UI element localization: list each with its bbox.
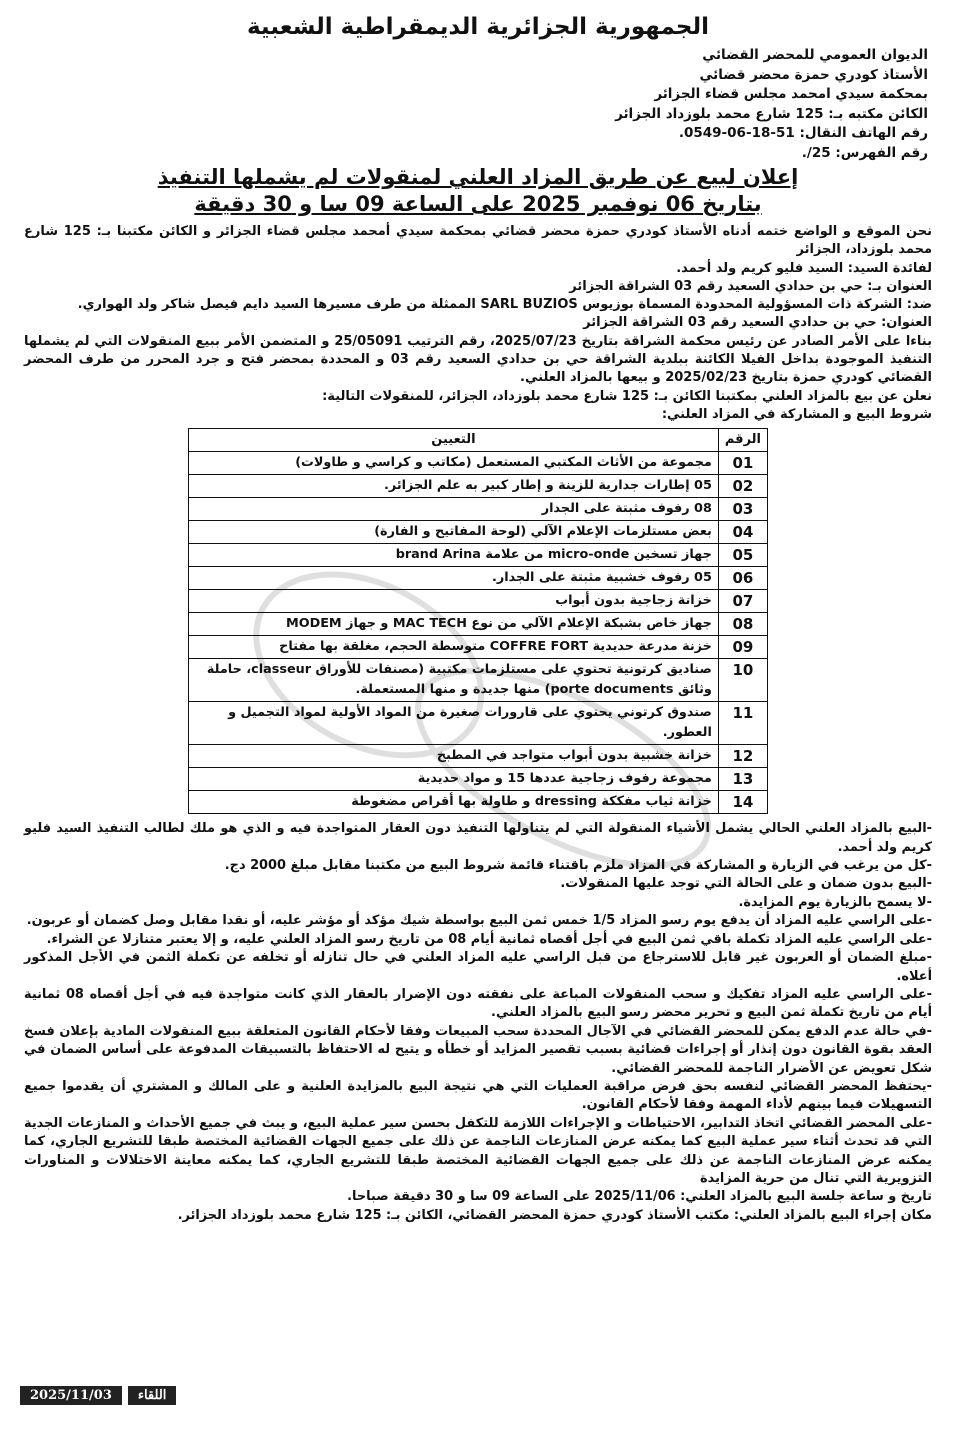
condition-item: -على الراسي عليه المزاد أن يدفع يوم رسو المزاد 1/5 خمس ثمن البيع بواسطة شيك مؤكد أو مؤشر عليه، أو نقدا مقابل وصل كضمان أو عربون.: [26, 913, 932, 929]
item-number: 04: [718, 521, 767, 544]
condition-item: -يحتفظ المحضر القضائي لنفسه بحق فرض مراقبة العمليات التي هي نتيجة البيع بالمزايدة العلنية و على المالك و المشتري أن يقدموا جميع التسهيلات فيما بينهم لأداء المهمة وفقا لأحكام القانون.: [24, 1078, 932, 1113]
item-description: مجموعة رفوف زجاجية عددها 15 و مواد حديدية: [189, 768, 719, 791]
item-number: 10: [718, 659, 767, 702]
table-row: [189, 791, 768, 814]
item-description: خزانة خشبية بدون أبواب متواجد في المطبخ: [189, 745, 719, 768]
announcement-date: بتاريخ 06 نوفمبر 2025 على الساعة 09 سا و 30 دقيقة: [194, 192, 762, 216]
table-row: [189, 452, 768, 475]
condition-item: -على المحضر القضائي اتخاذ التدابير، الاحتياطات و الإجراءات اللازمة للتكفل بحسن سير عملية البيع، و يبث في جميع الأحداث و المنازعات الجدية التي قد تحدث أثناء سير عملية البيع كما يمكنه عرض المنازعات الناجمة عن ذلك على جميع الجهات القضائية المختصة طبقا للتشريع الجاري، كما يمكنه عرض المنازعات الناجمة عن ذلك على جميع الجهات القضائية المختصة طبقا للتشريع الجاري، كما يمكنه معاينة الاختلالات و المناورات التزويرية التي تنال من حرية المزايدة: [24, 1115, 932, 1186]
condition-item: -كل من يرغب في الزيارة و المشاركة في المزاد ملزم باقتناء قائمة شروط البيع من مكتبنا مقابل مبلغ 2000 دج.: [224, 858, 932, 874]
table-row: [189, 613, 768, 636]
issuer-line: الكائن مكتبه بـ: 125 شارع محمد بلوزداد الجزائر: [615, 105, 928, 122]
intro-paragraph: شروط البيع و المشاركة في المزاد العلني:: [661, 406, 932, 422]
issuer-line: الديوان العمومي للمحضر القضائي: [702, 47, 928, 63]
items-table: [188, 428, 768, 814]
table-row: [189, 567, 768, 590]
table-row: [189, 636, 768, 659]
intro-paragraph: العنوان: حي بن حدادي السعيد رقم 03 الشراقة الجزائر: [583, 315, 932, 331]
condition-item: -على الراسي عليه المزاد تكملة باقي ثمن البيع في أجل أقصاه ثمانية أيام 08 من تاريخ رسو المزاد العلني عليه، و إلا يعتبر متنازلا عن الشراء.: [46, 931, 932, 947]
condition-item: -البيع بالمزاد العلني الحالي يشمل الأشياء المنقولة التي لم يتناولها التنفيذ دون العقار المتواجدة فيه و الذي هو ملك لطالب التنفيذ السيد فليو كريم ولد أحمد.: [24, 821, 932, 855]
table-row: [189, 475, 768, 498]
announcement-heading: إعلان لبيع عن طريق المزاد العلني لمنقولات لم يشملها التنفيذ: [157, 165, 799, 189]
item-number: 09: [718, 636, 767, 659]
intro-paragraph: نحن الموقع و الواضع ختمه أدناه الأستاذ كودري حمزة محضر قضائي بمحكمة سيدي أمحمد مجلس قضاء الجزائر و الكائن مكتبنا بـ: 125 شارع محمد بلوزداد، الجزائر: [24, 224, 932, 258]
item-number: 07: [718, 590, 767, 613]
table-row: [189, 702, 768, 745]
items-table-body: [189, 452, 768, 814]
item-number: 14: [718, 791, 767, 814]
condition-item: -مبلغ الضمان أو العربون غير قابل للاسترجاع من قبل الراسي عليه المزاد العلني في حال تنازله أو تخلفه عن تكملة الثمن في الأجل المذكور أعلاه.: [24, 950, 932, 984]
conditions-section: [24, 820, 932, 1225]
condition-item: -في حالة عدم الدفع يمكن للمحضر القضائي في الآجال المحددة سحب المبيعات وفقا لأحكام القانون المتعلقة ببيع المنقولات المادية بإعلان فسخ العقد بقوة القانون دون إنذار أو إجراءات قضائية بسبب تقصير المزايد أو خطأه و يتيح له الاحتفاظ بالتسبيقات المدفوعة على أساس الضمان في شكل تعويض عن الأضرار الناجمة للمحضر القضائي.: [24, 1023, 932, 1076]
item-number: 03: [718, 498, 767, 521]
item-description: صناديق كرتونية تحتوي على مستلزمات مكتبية (مصنفات للأوراق classeur، حاملة وثائق porte documents) منها جديدة و منها المستعملة.: [189, 659, 719, 702]
document-title: الجمهورية الجزائرية الديمقراطية الشعبية: [246, 14, 710, 40]
intro-paragraph: نعلن عن بيع بالمزاد العلني بمكتبنا الكائن بـ: 125 شارع محمد بلوزداد، الجزائر، للمنقولات التالية:: [322, 388, 932, 404]
item-number: 11: [718, 702, 767, 745]
item-description: 05 إطارات جدارية للزينة و إطار كبير به علم الجزائر.: [189, 475, 719, 498]
item-description: مجموعة من الأثاث المكتبي المستعمل (مكاتب و كراسي و طاولات): [189, 452, 719, 475]
condition-item: -لا يسمح بالزيارة يوم المزايدة.: [738, 894, 932, 910]
table-row: [189, 521, 768, 544]
item-description: خزانة زجاجية بدون أبواب: [189, 590, 719, 613]
item-description: جهاز خاص بشبكة الإعلام الآلي من نوع MAC TECH و جهاز MODEM: [189, 613, 719, 636]
item-number: 05: [718, 544, 767, 567]
issuer-line: رقم الهاتف النقال: 51-18-06-0549.: [678, 125, 928, 141]
item-number: 02: [718, 475, 767, 498]
intro-paragraph: لفائدة السيد: السيد فليو كريم ولد أحمد.: [676, 260, 932, 276]
item-number: 08: [718, 613, 767, 636]
issuer-block: [24, 46, 932, 163]
condition-item: -البيع بدون ضمان و على الحالة التي توجد عليها المنقولات.: [560, 876, 932, 892]
condition-item: مكان إجراء البيع بالمزاد العلني: مكتب الأستاذ كودري حمزة المحضر القضائي، الكائن بـ: 125 شارع محمد بلوزداد الجزائر.: [177, 1207, 932, 1223]
item-number: 01: [718, 452, 767, 475]
table-row: [189, 768, 768, 791]
condition-item: تاريخ و ساعة جلسة البيع بالمزاد العلني: 2025/11/06 على الساعة 09 سا و 30 دقيقة صباحا.: [347, 1189, 932, 1205]
newspaper-name: اللقاء: [128, 1386, 177, 1405]
item-description: صندوق كرتوني يحتوي على قارورات صغيرة من المواد الأولية لمواد التجميل و العطور.: [189, 702, 719, 745]
table-row: [189, 544, 768, 567]
item-description: خزنة مدرعة حديدية COFFRE FORT متوسطة الحجم، مغلقة بها مفتاح: [189, 636, 719, 659]
item-number: 13: [718, 768, 767, 791]
footer-bar: [20, 1386, 176, 1405]
issuer-line: رقم الفهرس: 25/.: [801, 144, 928, 161]
column-header-number: الرقم: [718, 429, 767, 452]
intro-section: [24, 223, 932, 424]
issuer-line: الأستاذ كودري حمزة محضر قضائي: [699, 66, 928, 83]
table-row: [189, 590, 768, 613]
intro-paragraph: بناءا على الأمر الصادر عن رئيس محكمة الشراقة بتاريخ 2025/07/23، رقم الترتيب 25/05091 و المتضمن الأمر ببيع المنقولات التي لم يشملها التنفيذ الموجودة بداخل الفيلا الكائنة ببلدية الشراقة حي بن حدادي السعيد رقم 03 و المحددة بمحضر فتح و جرد المحرر من طرف المحضر القضائي كودري حمزة بتاريخ 2025/02/23 و بيعها بالمزاد العلني.: [24, 333, 933, 386]
item-description: 08 رفوف مثبتة على الجدار: [189, 498, 719, 521]
table-row: [189, 498, 768, 521]
item-description: 05 رفوف خشبية مثبتة على الجدار.: [189, 567, 719, 590]
intro-paragraph: العنوان بـ: حي بن حدادي السعيد رقم 03 الشراقة الجزائر: [569, 278, 932, 294]
item-description: جهاز تسخين micro-onde من علامة brand Arina: [189, 544, 719, 567]
item-description: خزانة ثياب مفككة dressing و طاولة بها أقراص مضغوطة: [189, 791, 719, 814]
item-number: 06: [718, 567, 767, 590]
issuer-line: بمحكمة سيدي امحمد مجلس قضاء الجزائر: [654, 86, 928, 102]
publication-date: 2025/11/03: [20, 1386, 122, 1405]
column-header-description: التعيين: [189, 429, 719, 452]
table-row: [189, 659, 768, 702]
table-header-row: [189, 429, 768, 452]
item-number: 12: [718, 745, 767, 768]
item-description: بعض مستلزمات الإعلام الآلي (لوحة المفاتيح و الفارة): [189, 521, 719, 544]
table-row: [189, 745, 768, 768]
intro-paragraph: ضد: الشركة ذات المسؤولية المحدودة المسماة بوزيوس SARL BUZIOS الممثلة من طرف مسيرها السيد دايم فيصل شاكر ولد الهواري.: [77, 297, 932, 313]
condition-item: -على الراسي عليه المزاد تفكيك و سحب المنقولات المباعة على نفقته دون الإضرار بالعقار الذي كانت متواجدة فيه في أجل أقصاه 08 ثمانية أيام من تاريخ تكملة ثمن البيع و تحرير محضر رسو البيع بالمزاد العلني.: [24, 986, 933, 1021]
